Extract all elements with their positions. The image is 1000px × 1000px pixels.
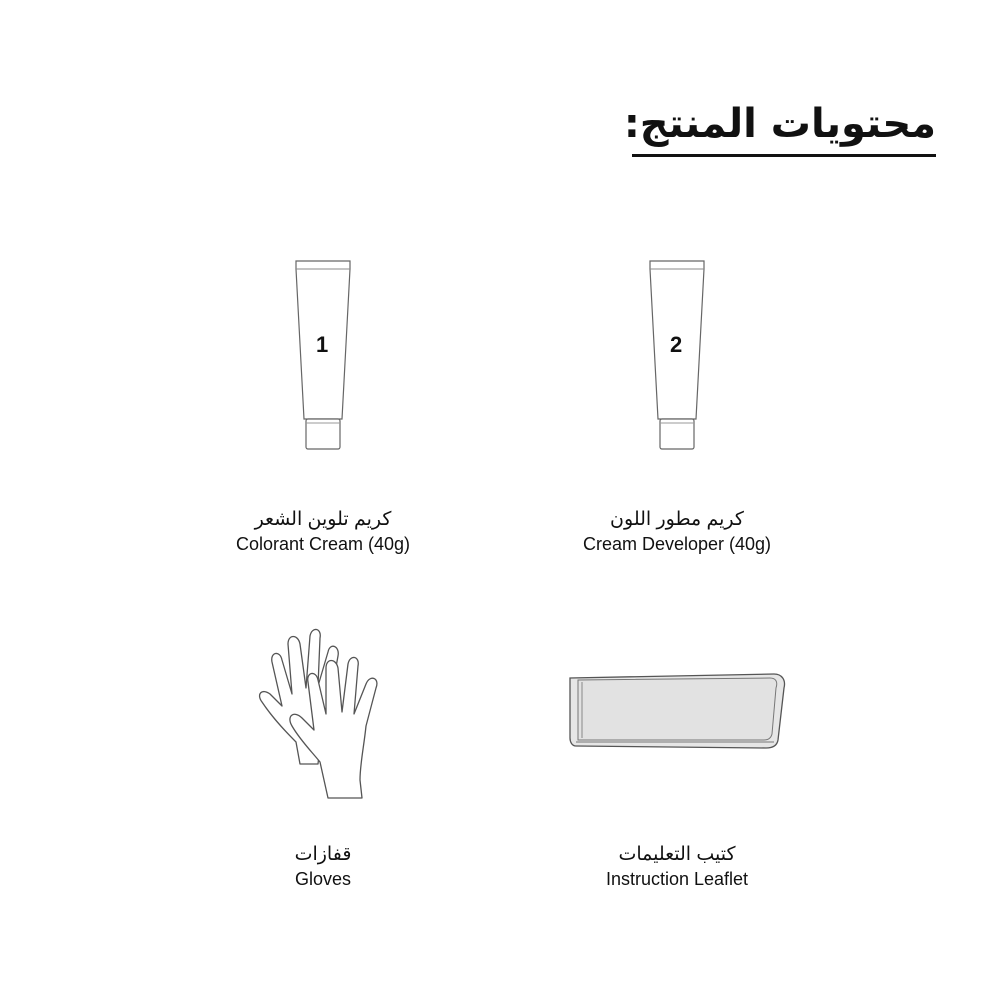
- item-name-ar: كتيب التعليمات: [618, 844, 736, 865]
- item-name-ar: كريم تلوين الشعر: [254, 509, 392, 530]
- item-name-en: Gloves: [294, 869, 352, 889]
- item-name-en: Instruction Leaflet: [605, 869, 749, 889]
- gloves-icon: [248, 622, 398, 802]
- tube-number: 2: [670, 332, 683, 357]
- item-name-en: Colorant Cream (40g): [235, 534, 411, 554]
- item-caption: [517, 508, 837, 556]
- item-name-en: Cream Developer (40g): [582, 534, 772, 554]
- leaflet-icon: [562, 668, 788, 752]
- page-title: محتويات المنتج:: [632, 104, 936, 157]
- item-caption: [517, 843, 837, 891]
- item-name-ar: قفازات: [294, 844, 352, 865]
- tube-number: 1: [316, 332, 329, 357]
- item-caption: [163, 508, 483, 556]
- item-name-ar: كريم مطور اللون: [610, 509, 744, 530]
- item-caption: [163, 843, 483, 891]
